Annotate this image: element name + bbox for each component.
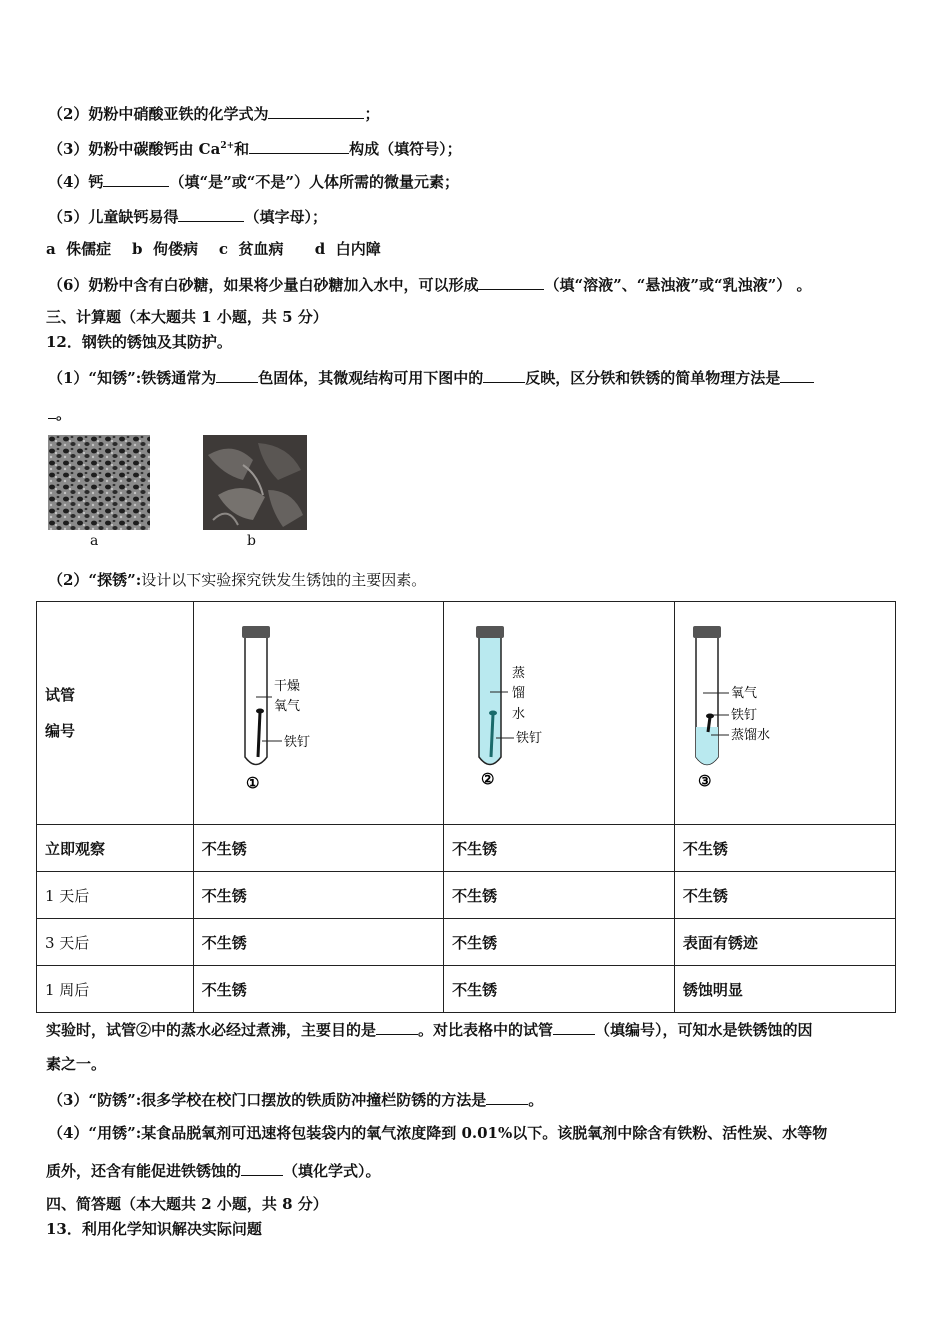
after-table-line-2: 素之一。 xyxy=(46,1055,107,1073)
tube-2-label-3: 水 xyxy=(512,707,526,722)
q6-blank[interactable] xyxy=(478,273,544,290)
tube-1-label-1: 干燥 xyxy=(273,679,300,694)
microstructure-image-a xyxy=(48,435,150,530)
row-label-cell: 立即观察 xyxy=(37,825,194,872)
microstructure-image-b xyxy=(203,435,307,530)
test-tube-2-graphic xyxy=(472,622,592,802)
table-row xyxy=(37,919,896,966)
tube-1-label-3: 铁钉 xyxy=(283,735,310,750)
row-cell-tube-1: 不生锈 xyxy=(193,825,443,872)
q6-prefix: （6）奶粉中含有白砂糖，如果将少量白砂糖加入水中，可以形成 xyxy=(48,276,479,294)
q12-1-part-b: 色固体，其微观结构可用下图中的 xyxy=(258,369,484,387)
q12-1-blank-1[interactable] xyxy=(216,366,258,383)
q12-1-part-c: 反映，区分铁和铁锈的简单物理方法是 xyxy=(525,369,781,387)
q12-2-part-a: （2）“探锈”: xyxy=(48,571,142,589)
after-table-line-1 xyxy=(46,1018,813,1040)
q12-4-blank[interactable] xyxy=(241,1159,283,1176)
q2-prefix: （2）奶粉中硝酸亚铁的化学式为 xyxy=(48,105,269,123)
table-row xyxy=(37,966,896,1013)
test-tube-1-graphic xyxy=(234,622,354,802)
table-row xyxy=(37,872,896,919)
q12-1-blank-3[interactable] xyxy=(780,366,814,383)
question-12-1 xyxy=(48,366,814,388)
q2-blank[interactable] xyxy=(268,102,364,119)
row-cell-tube-1: 不生锈 xyxy=(193,966,443,1013)
q12-2-part-b: 设计以下实验探究铁发生锈蚀的主要因素。 xyxy=(141,571,427,589)
after-table-part-a: 实验时，试管②中的蒸水必经过煮沸，主要目的是 xyxy=(46,1021,377,1039)
q12-4-part-b: 质外，还含有能促进铁锈蚀的 xyxy=(46,1162,242,1180)
q3-blank[interactable] xyxy=(249,137,349,154)
q3-superscript: 2+ xyxy=(220,141,235,151)
q4-prefix: （4）钙 xyxy=(48,173,104,191)
q5-suffix: （填字母）； xyxy=(244,208,327,226)
tube-3-label-3: 蒸馏水 xyxy=(730,728,770,743)
tube-2-label-4: 铁钉 xyxy=(516,731,543,746)
question-12-title: 12．钢铁的锈蚀及其防护。 xyxy=(46,333,232,351)
q12-1-blank-3-cont[interactable] xyxy=(48,402,56,419)
row-cell-tube-2: 不生锈 xyxy=(444,919,675,966)
q12-4-part-a: （4）“用锈”:某食品脱氧剂可迅速将包装袋内的氧气浓度降到 0.01%以下。该脱氧剂中除含有铁粉、活性炭、水等物 xyxy=(48,1124,828,1142)
tube-1-label-2: 氧气 xyxy=(273,699,300,714)
row-cell-tube-2: 不生锈 xyxy=(444,872,675,919)
row-cell-tube-3: 不生锈 xyxy=(674,872,895,919)
q5-prefix: （5）儿童缺钙易得 xyxy=(48,208,179,226)
tube-3-cell xyxy=(674,602,895,825)
q3-mid: 和 xyxy=(234,140,250,158)
row-cell-tube-3: 表面有锈迹 xyxy=(674,919,895,966)
q12-1-part-d: 。 xyxy=(56,405,72,423)
row-cell-tube-2: 不生锈 xyxy=(444,825,675,872)
question-12-2 xyxy=(48,570,426,590)
table-row-tubes xyxy=(37,602,896,825)
q12-3-blank[interactable] xyxy=(486,1088,528,1105)
row-cell-tube-3: 锈蚀明显 xyxy=(674,966,895,1013)
test-tube-3-graphic xyxy=(689,622,809,802)
tube-2-cell xyxy=(444,602,675,825)
table-row xyxy=(37,825,896,872)
question-13-title: 13．利用化学知识解决实际问题 xyxy=(46,1220,262,1238)
q4-suffix: （填“是”或“不是”）人体所需的微量元素； xyxy=(169,173,459,191)
image-a-caption: a xyxy=(90,533,99,549)
q4-blank[interactable] xyxy=(103,170,169,187)
row-cell-tube-2: 不生锈 xyxy=(444,966,675,1013)
q3-prefix: （3）奶粉中碳酸钙由 Ca xyxy=(48,140,221,158)
question-12-3 xyxy=(48,1088,543,1110)
row-label-cell: 3 天后 xyxy=(37,919,194,966)
question-4 xyxy=(48,170,459,192)
question-12-1-cont xyxy=(48,402,71,424)
question-6 xyxy=(48,273,811,295)
q12-3-part-b: 。 xyxy=(528,1091,544,1109)
row-label-cell: 1 周后 xyxy=(37,966,194,1013)
after-table-blank-1[interactable] xyxy=(376,1018,418,1035)
tube-3-number: ③ xyxy=(697,772,712,790)
question-2 xyxy=(48,102,379,124)
tube-header-line2: 编号 xyxy=(45,722,76,740)
q12-3-part-a: （3）“防锈”:很多学校在校门口摆放的铁质防冲撞栏防锈的方法是 xyxy=(48,1091,487,1109)
tube-header-cell xyxy=(37,602,194,825)
after-table-blank-2[interactable] xyxy=(553,1018,595,1035)
tube-2-number: ② xyxy=(481,770,495,788)
q2-suffix: ； xyxy=(364,105,380,123)
row-cell-tube-1: 不生锈 xyxy=(193,919,443,966)
q12-1-blank-2[interactable] xyxy=(483,366,525,383)
q12-4-part-c: （填化学式）。 xyxy=(283,1162,381,1180)
tube-3-label-2: 铁钉 xyxy=(730,708,757,723)
section-3-heading: 三、计算题（本大题共 1 小题，共 5 分） xyxy=(46,308,328,326)
q5-blank[interactable] xyxy=(178,205,244,222)
tube-1-cell xyxy=(193,602,443,825)
question-5 xyxy=(48,205,327,227)
row-cell-tube-3: 不生锈 xyxy=(674,825,895,872)
tube-2-label-1: 蒸 xyxy=(512,666,526,681)
flake-structure-graphic xyxy=(203,435,307,530)
tube-2-label-2: 馏 xyxy=(512,686,526,701)
after-table-part-b: 。对比表格中的试管 xyxy=(418,1021,554,1039)
row-cell-tube-1: 不生锈 xyxy=(193,872,443,919)
q6-suffix: （填“溶液”、“悬浊液”或“乳浊液”） 。 xyxy=(544,276,812,294)
porous-structure-graphic xyxy=(48,435,150,530)
question-12-4 xyxy=(48,1123,827,1143)
section-4-heading: 四、简答题（本大题共 2 小题，共 8 分） xyxy=(46,1195,328,1213)
q3-suffix: 构成（填符号）； xyxy=(349,140,462,158)
row-label-cell: 1 天后 xyxy=(37,872,194,919)
question-3 xyxy=(48,136,462,159)
tube-header-line1: 试管 xyxy=(45,686,76,704)
tube-1-number: ① xyxy=(245,774,260,792)
question-12-4-cont xyxy=(46,1159,381,1181)
image-b-caption: b xyxy=(247,533,256,549)
after-table-part-c: （填编号），可知水是铁锈蚀的因 xyxy=(595,1021,813,1039)
experiment-table xyxy=(36,601,896,1013)
tube-3-label-1: 氧气 xyxy=(730,686,757,701)
q5-options: a 侏儒症 b 佝偻病 c 贫血病 d 白内障 xyxy=(46,240,381,258)
q12-1-part-a: （1）“知锈”:铁锈通常为 xyxy=(48,369,217,387)
